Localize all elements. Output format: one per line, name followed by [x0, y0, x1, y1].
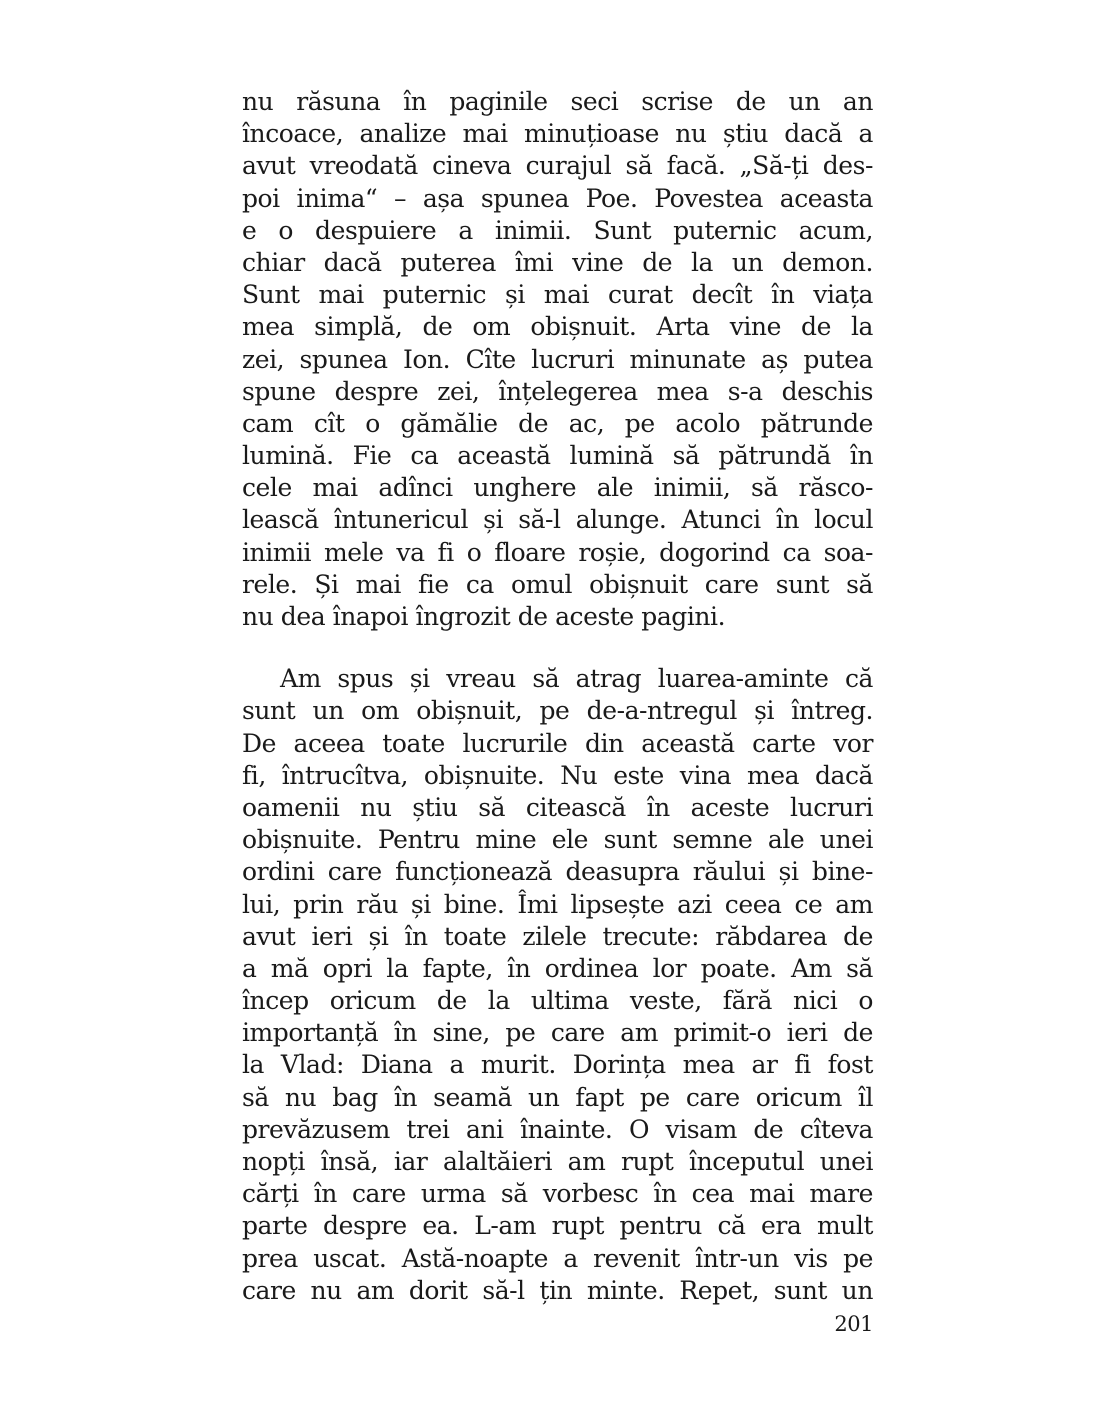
text-line: fi, întrucîtva, obișnuite. Nu este vina mea dacă — [242, 760, 873, 790]
text-line: spune despre zei, înțelegerea mea s-a deschis — [242, 376, 873, 406]
text-line: De aceea toate lucrurile din această carte vor — [242, 728, 873, 758]
text-line: cărți în care urma să vorbesc în cea mai mare — [242, 1179, 873, 1209]
text-line: nu dea înapoi îngrozit de aceste pagini. — [242, 602, 726, 631]
text-line: să nu bag în seamă un fapt pe care oricum îl — [242, 1082, 873, 1112]
text-line: poi inima“ – așa spunea Poe. Povestea aceasta — [242, 183, 873, 213]
text-line: lumină. Fie ca această lumină să pătrundă în — [242, 441, 873, 471]
text-line: inimii mele va fi o floare roșie, dogorind ca soa- — [242, 537, 873, 567]
text-line: mea simplă, de om obișnuit. Arta vine de la — [242, 312, 873, 342]
text-line: lui, prin rău și bine. Îmi lipsește azi ceea ce am — [242, 889, 873, 919]
text-line: cam cît o gămălie de ac, pe acolo pătrunde — [242, 408, 873, 438]
text-line: lească întunericul și să-l alunge. Atunci în locul — [242, 505, 873, 535]
text-line: Sunt mai puternic și mai curat decît în viața — [242, 280, 873, 310]
paragraph-1 — [242, 86, 873, 633]
text-line: parte despre ea. L-am rupt pentru că era mult — [242, 1211, 873, 1241]
text-line: prea uscat. Astă-noapte a revenit într-un vis pe — [242, 1243, 873, 1273]
text-line: sunt un om obișnuit, pe de-a-ntregul și întreg. — [242, 696, 873, 726]
text-line: încoace, analize mai minuțioase nu știu dacă a — [242, 119, 873, 149]
text-line: oamenii nu știu să citească în aceste lucruri — [242, 792, 873, 822]
text-line: cele mai adînci unghere ale inimii, să răsco- — [242, 473, 873, 503]
text-line: ordini care funcționează deasupra răului și bine- — [242, 857, 873, 887]
text-line: prevăzusem trei ani înainte. O visam de cîteva — [242, 1114, 873, 1144]
text-line: avut vreodată cineva curajul să facă. „Să-ți des- — [242, 151, 873, 181]
text-line: avut ieri și în toate zilele trecute: răbdarea de — [242, 921, 873, 951]
body-text — [242, 86, 873, 1307]
text-line: obișnuite. Pentru mine ele sunt semne ale unei — [242, 825, 873, 855]
text-line: zei, spunea Ion. Cîte lucruri minunate aș putea — [242, 344, 873, 374]
text-line: importanță în sine, pe care am primit-o ieri de — [242, 1018, 873, 1048]
text-line: nu răsuna în paginile seci scrise de un an — [242, 87, 873, 116]
text-line: chiar dacă puterea îmi vine de la un demon. — [242, 247, 873, 277]
text-line: rele. Și mai fie ca omul obișnuit care sunt să — [242, 569, 873, 599]
text-line: e o despuiere a inimii. Sunt puternic acum, — [242, 215, 873, 245]
text-line: încep oricum de la ultima veste, fără nici o — [242, 986, 873, 1016]
paragraph-2 — [242, 663, 873, 1307]
text-line: nopți însă, iar alaltăieri am rupt începutul unei — [242, 1147, 873, 1176]
text-line: care nu am dorit să-l țin minte. Repet, sunt un — [242, 1275, 873, 1305]
page-number: 201 — [834, 1312, 873, 1336]
text-line: Am spus și vreau să atrag luarea-aminte că — [280, 664, 873, 694]
text-line: la Vlad: Diana a murit. Dorința mea ar fi fost — [242, 1050, 873, 1080]
text-line: a mă opri la fapte, în ordinea lor poate. Am să — [242, 953, 873, 983]
